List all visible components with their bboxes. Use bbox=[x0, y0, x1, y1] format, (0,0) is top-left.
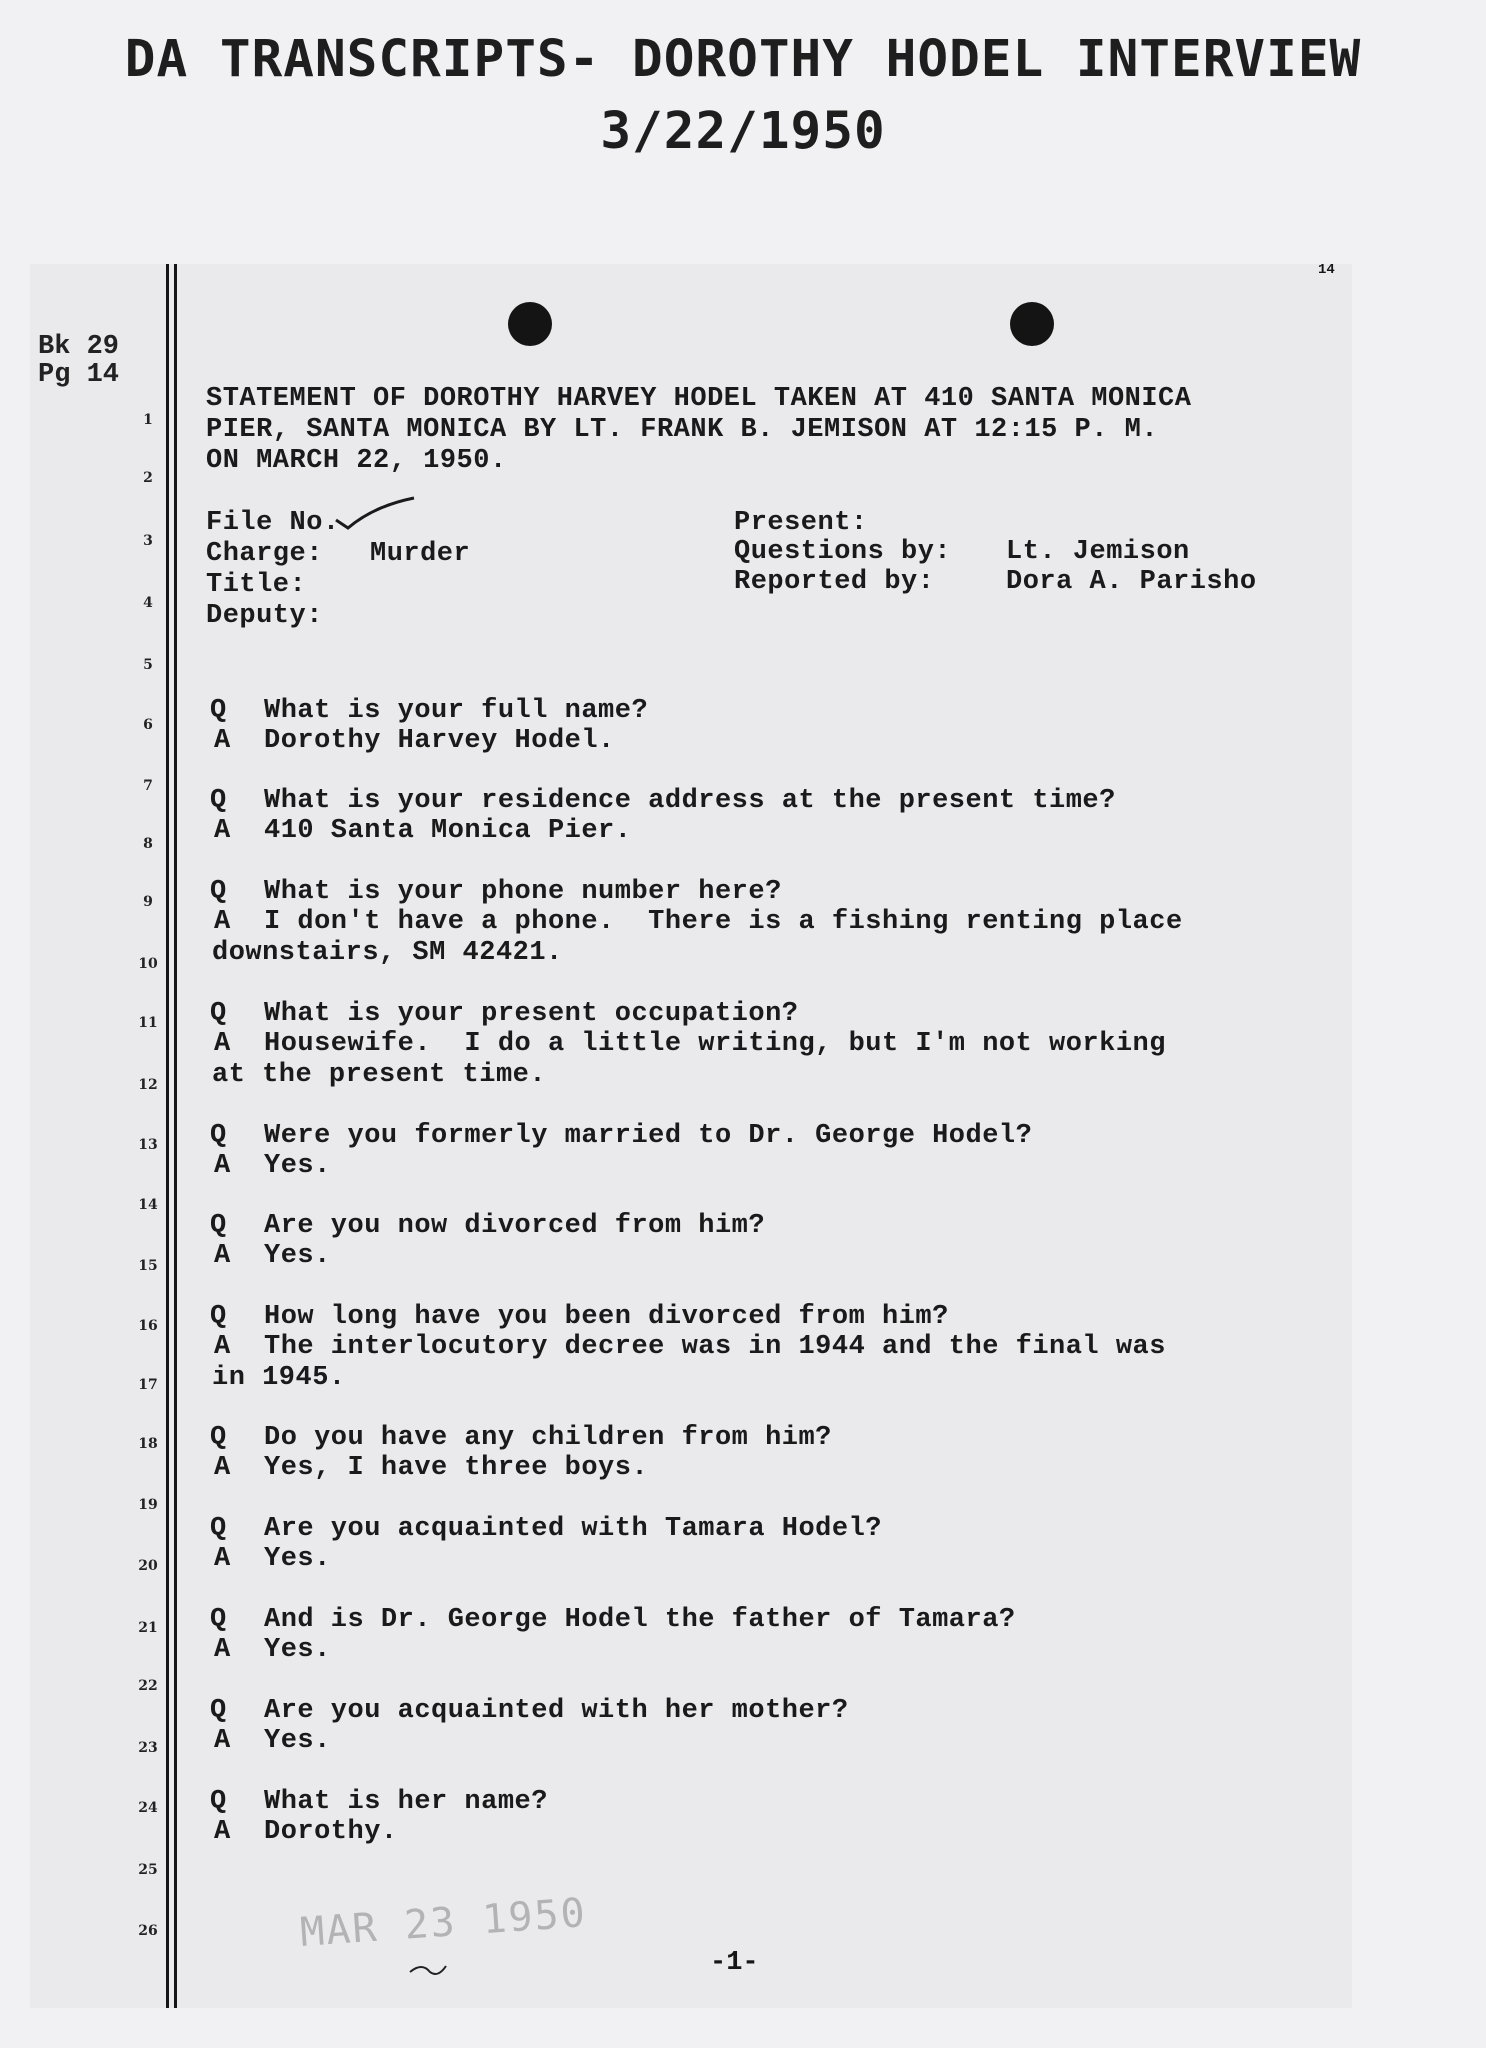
answer-text: I don't have a phone. There is a fishing renting place bbox=[264, 907, 1183, 937]
question-text: Are you acquainted with her mother? bbox=[264, 1696, 849, 1726]
question-marker: Q bbox=[210, 1514, 227, 1544]
question-marker: Q bbox=[210, 1787, 227, 1817]
line-number: 12 bbox=[138, 1077, 158, 1093]
line-number: 14 bbox=[138, 1197, 158, 1213]
line-number: 23 bbox=[138, 1740, 158, 1756]
line-number: 9 bbox=[143, 894, 153, 910]
answer-text-continued: at the present time. bbox=[212, 1060, 547, 1090]
answer-marker: A bbox=[214, 1726, 231, 1756]
answer-marker: A bbox=[214, 1453, 231, 1483]
field-present-label: Present: bbox=[734, 508, 868, 538]
line-number: 21 bbox=[138, 1620, 158, 1636]
line-number: 22 bbox=[138, 1678, 158, 1694]
question-marker: Q bbox=[210, 1423, 227, 1453]
question-text: Do you have any children from him? bbox=[264, 1423, 832, 1453]
statement-line-1: STATEMENT OF DOROTHY HARVEY HODEL TAKEN AT 410 SANTA MONICA bbox=[206, 384, 1192, 414]
answer-text: 410 Santa Monica Pier. bbox=[264, 816, 632, 846]
question-marker: Q bbox=[210, 1605, 227, 1635]
document-title: DA TRANSCRIPTS- DOROTHY HODEL INTERVIEW bbox=[124, 30, 1362, 89]
punch-hole-left bbox=[508, 302, 552, 346]
question-marker: Q bbox=[210, 999, 227, 1029]
answer-text-continued: downstairs, SM 42421. bbox=[212, 938, 563, 968]
question-marker: Q bbox=[210, 1121, 227, 1151]
field-charge-value: Murder bbox=[370, 539, 471, 569]
line-number: 25 bbox=[138, 1862, 158, 1878]
line-number: 6 bbox=[143, 717, 153, 733]
question-text: Are you now divorced from him? bbox=[264, 1211, 766, 1241]
field-file-no-label: File No. bbox=[206, 508, 340, 538]
line-number: 1 bbox=[143, 412, 153, 428]
answer-text: Yes. bbox=[264, 1544, 331, 1574]
line-number: 13 bbox=[138, 1137, 158, 1153]
field-title-label: Title: bbox=[206, 570, 307, 600]
page-reference: Pg 14 bbox=[38, 360, 120, 390]
question-marker: Q bbox=[210, 1211, 227, 1241]
question-text: Were you formerly married to Dr. George Hodel? bbox=[264, 1121, 1033, 1151]
received-stamp: MAR 23 1950 bbox=[298, 1890, 589, 1956]
line-number: 8 bbox=[143, 836, 153, 852]
answer-text: Yes. bbox=[264, 1151, 331, 1181]
answer-text: The interlocutory decree was in 1944 and the final was bbox=[264, 1332, 1166, 1362]
answer-marker: A bbox=[214, 816, 231, 846]
question-marker: Q bbox=[210, 786, 227, 816]
line-number: 11 bbox=[138, 1015, 158, 1031]
question-text: And is Dr. George Hodel the father of Tamara? bbox=[264, 1605, 1016, 1635]
question-text: How long have you been divorced from him? bbox=[264, 1302, 949, 1332]
question-text: What is your residence address at the present time? bbox=[264, 786, 1116, 816]
answer-text: Dorothy Harvey Hodel. bbox=[264, 726, 615, 756]
field-deputy-label: Deputy: bbox=[206, 601, 323, 631]
check-mark-icon bbox=[334, 496, 416, 532]
answer-marker: A bbox=[214, 1241, 231, 1271]
answer-marker: A bbox=[214, 1544, 231, 1574]
line-number: 5 bbox=[143, 657, 153, 673]
line-number: 15 bbox=[138, 1258, 158, 1274]
answer-marker: A bbox=[214, 1635, 231, 1665]
question-marker: Q bbox=[210, 696, 227, 726]
question-marker: Q bbox=[210, 1696, 227, 1726]
answer-text: Yes. bbox=[264, 1241, 331, 1271]
line-number: 19 bbox=[138, 1497, 158, 1513]
line-number: 16 bbox=[138, 1318, 158, 1334]
book-number: Bk 29 bbox=[38, 332, 120, 362]
document-date: 3/22/1950 bbox=[600, 102, 886, 161]
statement-line-3: ON MARCH 22, 1950. bbox=[206, 446, 507, 476]
answer-text: Yes. bbox=[264, 1726, 331, 1756]
line-number: 7 bbox=[143, 778, 153, 794]
line-number: 24 bbox=[138, 1800, 158, 1816]
initial-mark-icon bbox=[408, 1960, 448, 1980]
answer-text-continued: in 1945. bbox=[212, 1363, 346, 1393]
answer-text: Yes, I have three boys. bbox=[264, 1453, 649, 1483]
line-number: 26 bbox=[138, 1923, 158, 1939]
question-text: What is your full name? bbox=[264, 696, 649, 726]
line-number: 4 bbox=[143, 595, 153, 611]
question-text: What is your phone number here? bbox=[264, 877, 782, 907]
corner-mark: 14 bbox=[1318, 262, 1335, 278]
answer-marker: A bbox=[214, 1332, 231, 1362]
answer-text: Housewife. I do a little writing, but I'm not working bbox=[264, 1029, 1166, 1059]
field-reported-label: Reported by: bbox=[734, 567, 935, 597]
statement-line-2: PIER, SANTA MONICA BY LT. FRANK B. JEMISON AT 12:15 P. M. bbox=[206, 415, 1159, 445]
question-marker: Q bbox=[210, 877, 227, 907]
line-number: 2 bbox=[143, 470, 153, 486]
answer-marker: A bbox=[214, 1817, 231, 1847]
answer-marker: A bbox=[214, 1151, 231, 1181]
line-number: 10 bbox=[138, 956, 158, 972]
question-text: Are you acquainted with Tamara Hodel? bbox=[264, 1514, 882, 1544]
punch-hole-right bbox=[1010, 302, 1054, 346]
answer-marker: A bbox=[214, 726, 231, 756]
field-reported-value: Dora A. Parisho bbox=[1006, 567, 1257, 597]
line-number: 18 bbox=[138, 1436, 158, 1452]
answer-marker: A bbox=[214, 1029, 231, 1059]
answer-text: Dorothy. bbox=[264, 1817, 398, 1847]
margin-rule-right bbox=[174, 264, 177, 2008]
question-text: What is her name? bbox=[264, 1787, 548, 1817]
line-number: 3 bbox=[143, 533, 153, 549]
line-number: 20 bbox=[138, 1558, 158, 1574]
answer-marker: A bbox=[214, 907, 231, 937]
line-number: 17 bbox=[138, 1377, 158, 1393]
answer-text: Yes. bbox=[264, 1635, 331, 1665]
page-number: -1- bbox=[710, 1948, 759, 1978]
field-charge-label: Charge: bbox=[206, 539, 323, 569]
question-text: What is your present occupation? bbox=[264, 999, 799, 1029]
field-questions-value: Lt. Jemison bbox=[1006, 537, 1190, 567]
field-questions-label: Questions by: bbox=[734, 537, 952, 567]
question-marker: Q bbox=[210, 1302, 227, 1332]
